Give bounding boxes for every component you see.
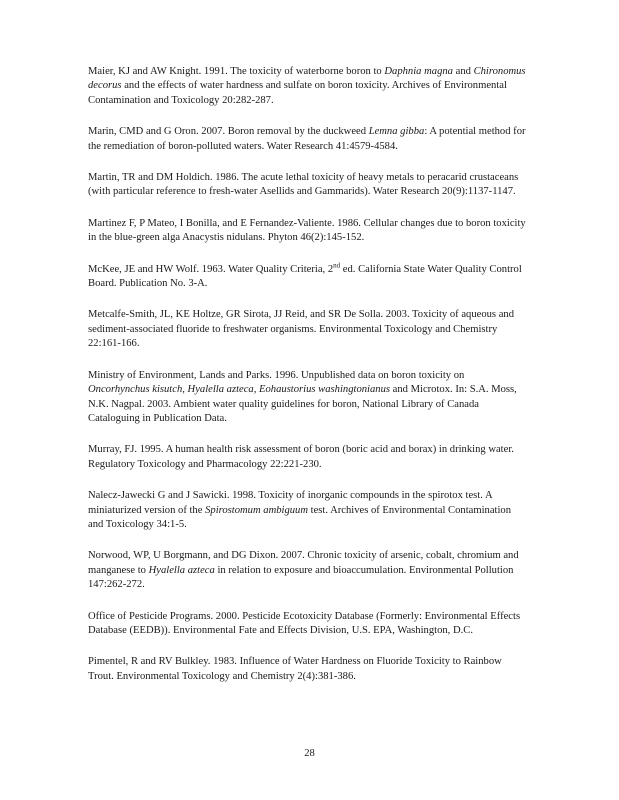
reference-text: Office of Pesticide Programs. 2000. Pesticide Ecotoxicity Database (Formerly: Environmental Effects Database (EEDB)). Environmental Fate and Effects Division, U.S. EPA, Washington, D.C. [88,610,521,636]
reference-text: McKee, JE and HW Wolf. 1963. Water Quality Criteria, 2 [88,263,334,275]
reference-text: Murray, FJ. 1995. A human health risk assessment of boron (boric acid and borax) in drinking water. Regulatory Toxicology and Pharmacology 22:221-230. [88,444,514,470]
reference-italic-text: Spirostomum ambiguum [205,504,308,516]
reference-text: in relation to exposure and bioaccumulation. Environmental Pollution 147:262-272. [88,564,514,591]
reference-text: Norwood, WP, U Borgmann, and DG Dixon. 2007. Chronic toxicity of arsenic, cobalt, chromium and manganese to [88,550,519,576]
reference-entry [88,489,528,532]
reference-entry [88,369,528,427]
reference-entry [88,549,528,592]
reference-entry [88,65,528,108]
reference-entry [88,655,528,684]
reference-text: Metcalfe-Smith, JL, KE Holtze, GR Sirota, JJ Reid, and SR De Solla. 2003. Toxicity of aqueous and sediment-associated fluoride to freshwater organisms. Environmental Toxicology and Chemistry 22:161-166. [88,309,514,350]
reference-entry [88,308,528,351]
reference-text: Marin, CMD and G Oron. 2007. Boron removal by the duckweed [88,126,369,138]
reference-italic-text: Daphnia magna [384,66,453,77]
reference-entry [88,125,528,154]
page-number: 28 [304,748,315,759]
reference-text: Martin, TR and DM Holdich. 1986. The acute lethal toxicity of heavy metals to peracarid crustaceans (with particular reference to fresh-water Asellids and Gammarids). Water Research 20(9):1137-1147. [88,172,519,198]
reference-entry [88,217,528,246]
reference-italic-text: Chironomus decorus [88,66,526,92]
reference-text: and Microtox. In: S.A. Moss, N.K. Nagpal. 2003. Ambient water quality guidelines for boron, National Library of Canada Cataloguing in Publication Data. [88,384,517,424]
reference-text: test. Archives of Environmental Contamination and Toxicology 34:1-5. [88,504,512,530]
reference-entry [88,263,528,292]
reference-text: and the effects of water hardness and sulfate on boron toxicity. Archives of Environmental Contamination and Toxicology 20:282-287. [88,80,507,106]
reference-italic-text: Hyalella azteca [148,564,215,576]
reference-text: and [452,66,474,77]
reference-italic-text: Oncorhynchus kisutch, Hyalella azteca, Eohaustorius washingtonianus [88,384,390,396]
reference-text: Martinez F, P Mateo, I Bonilla, and E Fernandez-Valiente. 1986. Cellular changes due to boron toxicity in the blue-green alga Anacystis nidulans. Phyton 46(2):145-152. [88,217,526,244]
reference-entry [88,443,528,472]
reference-text: ed. California State Water Quality Control Board. Publication No. 3-A. [88,263,522,290]
reference-text: Pimentel, R and RV Bulkley. 1983. Influence of Water Hardness on Fluoride Toxicity to Rainbow Trout. Environmental Toxicology and Chemistry 2(4):381-386. [88,656,502,682]
reference-text: Maier, KJ and AW Knight. 1991. The toxicity of waterborne boron to [88,66,385,77]
reference-text: Nalecz-Jawecki G and J Sawicki. 1998. Toxicity of inorganic compounds in the spirotox test. A miniaturized version of the [88,490,493,516]
reference-entry [88,610,528,639]
reference-text: Ministry of Environment, Lands and Parks. 1996. Unpublished data on boron toxicity on [88,369,465,381]
reference-italic-text: Lemna gibba [368,126,425,138]
reference-text: : A potential method for the remediation of boron-polluted waters. Water Research 41:4579-4584. [88,126,526,152]
reference-list [88,65,528,701]
reference-entry [88,171,528,200]
reference-superscript: nd [333,261,341,270]
